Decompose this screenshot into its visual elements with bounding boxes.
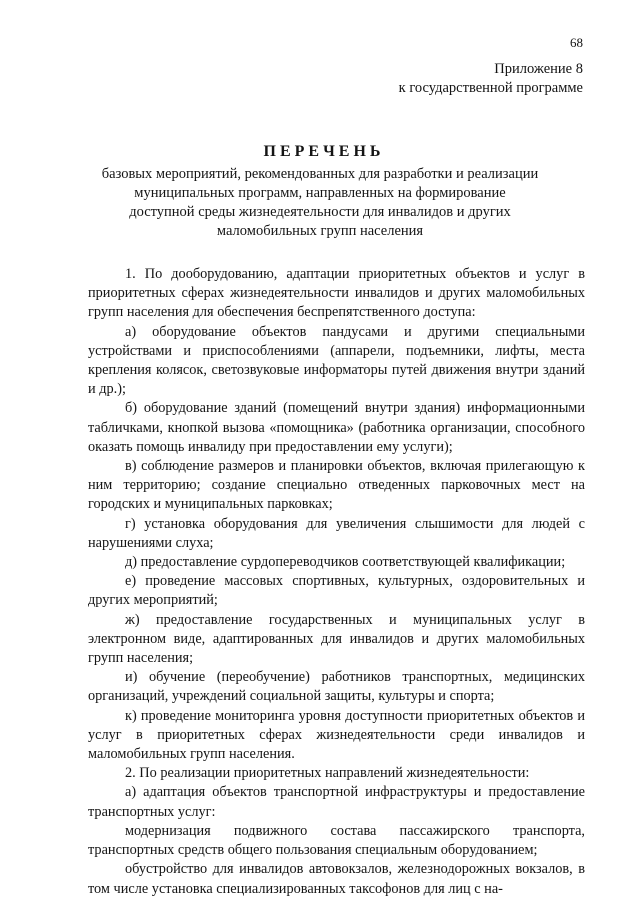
paragraph-section-2-item-a: а) адаптация объектов транспортной инфраструктуры и предоставление транспортных услуг: [88,784,585,820]
paragraph-item-b: б) оборудование зданий (помещений внутри здания) информационными табличками, кнопкой вызова «помощника» (работника организации, способного оказать помощь инвалиду при предоставлении ему услуги); [88,400,585,455]
paragraph-section-2: 2. По реализации приоритетных направлений жизнедеятельности: [125,765,530,782]
paragraph-item-e: е) проведение массовых спортивных, культурных, оздоровительных и других мероприятий; [88,573,585,609]
paragraph-item-v: в) соблюдение размеров и планировки объектов, включая прилегающую к ним территорию; создание специально отведенных парковочных мест на городских и муниципальных парковках; [88,458,585,513]
paragraph-item-i: и) обучение (переобучение) работников транспортных, медицинских организаций, учреждений социальной защиты, культуры и спорта; [88,669,585,705]
appendix-number: Приложение 8 [494,61,583,77]
paragraph-item-zh: ж) предоставление государственных и муниципальных услуг в электронном виде, адаптированных для инвалидов и других маломобильных групп населения; [88,611,585,667]
paragraph-item-g: г) установка оборудования для увеличения слышимости для людей с нарушениями слуха; [88,515,585,551]
document-heading [0,142,640,241]
document-title: ПЕРЕЧЕНЬ [263,143,385,160]
paragraph-stations: обустройство для инвалидов автовокзалов, железнодорожных вокзалов, в том числе установка специализированных таксофонов для лиц с на- [88,861,585,897]
appendix-header [399,60,583,98]
paragraph-item-k: к) проведение мониторинга уровня доступности приоритетных объектов и услуг в приоритетных сферах жизнедеятельности среди инвалидов и маломобильных групп населения. [88,707,585,763]
page-number: 68 [570,35,583,50]
subtitle-line: маломобильных групп населения [216,223,424,239]
paragraph-modernization: модернизация подвижного состава пассажирского транспорта, транспортных средств общего пользования специальным оборудованием; [88,822,585,859]
paragraph-item-d: д) предоставление сурдопереводчиков соответствующей квалификации; [125,554,566,571]
subtitle-line: муниципальных программ, направленных на формирование [134,185,506,201]
document-body [88,265,585,899]
appendix-program: к государственной программе [398,80,583,96]
paragraph-section-1: 1. По дооборудованию, адаптации приоритетных объектов и услуг в приоритетных сферах жизнедеятельности инвалидов и других маломобильных групп населения для обеспечения беспрепятственного доступа: [88,266,585,321]
subtitle-line: доступной среды жизнедеятельности для инвалидов и других [129,204,511,220]
document-subtitle [0,165,640,241]
paragraph-item-a: а) оборудование объектов пандусами и другими специальными устройствами и приспособлениями (аппарели, подъемники, лифты, места крепления колясок, светозвуковые информаторы путей движения внутри зданий и др.); [88,323,585,398]
subtitle-line: базовых мероприятий, рекомендованных для разработки и реализации [101,166,539,182]
